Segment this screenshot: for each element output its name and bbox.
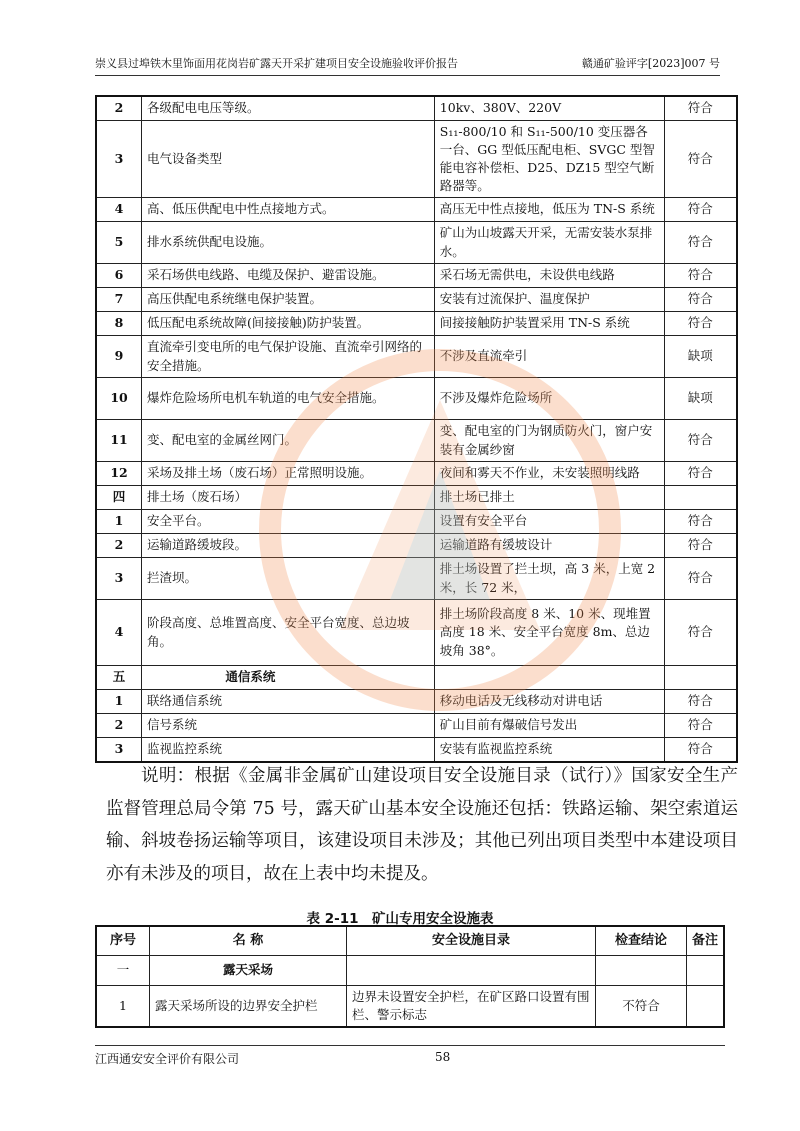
col-header-name: 名 称 [150,926,347,956]
row-description: 矿山目前有爆破信号发出 [434,714,664,738]
row-number: 1 [96,690,142,714]
row-result: 符合 [664,510,737,534]
table-row [96,420,737,462]
row-item: 信号系统 [142,714,435,738]
electrical-safety-table [95,95,738,763]
row-number: 3 [96,120,142,198]
row-result: 符合 [664,714,737,738]
table-row [96,120,737,198]
row-name: 露天采场 [150,956,347,986]
row-description: 排土场已排土 [434,486,664,510]
row-item: 排土场（废石场） [142,486,435,510]
row-item: 联络通信系统 [142,690,435,714]
row-description: 采石场无需供电，未设供电线路 [434,264,664,288]
row-note [687,986,725,1028]
row-number: 2 [96,96,142,120]
row-result: 符合 [664,312,737,336]
table-row [96,510,737,534]
row-number: 五 [96,666,142,690]
row-description: 矿山为山坡露天开采，无需安装水泵排水。 [434,222,664,264]
row-number: 2 [96,534,142,558]
row-note [687,956,725,986]
col-header-no: 序号 [96,926,150,956]
row-result: 符合 [664,420,737,462]
header-title: 崇义县过埠铁木里饰面用花岗岩矿露天开采扩建项目安全设施验收评价报告 [95,57,458,70]
col-header-list: 安全设施目录 [347,926,596,956]
row-number: 12 [96,462,142,486]
row-result: 不符合 [596,986,687,1028]
row-item: 直流牵引变电所的电气保护设施、直流牵引网络的安全措施。 [142,336,435,378]
row-number: 四 [96,486,142,510]
table-row [96,956,724,986]
row-result: 符合 [664,96,737,120]
row-number: 1 [96,986,150,1028]
row-result [664,486,737,510]
mine-special-safety-table [95,925,725,1028]
row-item: 高、低压供配电中性点接地方式。 [142,198,435,222]
table-row [96,690,737,714]
row-number: 4 [96,600,142,666]
footer-company: 江西通安安全评价有限公司 [95,1052,240,1066]
row-description: 10kv、380V、220V [434,96,664,120]
row-result [664,666,737,690]
row-item: 安全平台。 [142,510,435,534]
row-item: 爆炸危险场所电机车轨道的电气安全措施。 [142,378,435,420]
row-item: 电气设备类型 [142,120,435,198]
row-result: 符合 [664,534,737,558]
table-row [96,312,737,336]
table-row [96,738,737,762]
row-name: 露天采场所设的边界安全护栏 [150,986,347,1028]
row-item: 阶段高度、总堆置高度、安全平台宽度、总边坡角。 [142,600,435,666]
row-description: 夜间和雾天不作业，未安装照明线路 [434,462,664,486]
row-item: 变、配电室的金属丝网门。 [142,420,435,462]
row-item: 拦渣坝。 [142,558,435,600]
table-row [96,336,737,378]
table-row [96,534,737,558]
table-row [96,198,737,222]
table-row [96,378,737,420]
table-row [96,714,737,738]
row-number: 2 [96,714,142,738]
row-description: 不涉及直流牵引 [434,336,664,378]
row-result: 符合 [664,558,737,600]
row-result: 缺项 [664,378,737,420]
row-item: 低压配电系统故障(间接接触)防护装置。 [142,312,435,336]
row-result: 符合 [664,600,737,666]
table-row [96,986,724,1028]
row-description: 移动电话及无线移动对讲电话 [434,690,664,714]
row-number: 5 [96,222,142,264]
page-header [95,55,720,76]
row-description: 不涉及爆炸危险场所 [434,378,664,420]
header-doc-number: 赣通矿验评字[2023]007 号 [581,57,720,70]
row-number: 4 [96,198,142,222]
table-2-11-caption: 表 2-11 矿山专用安全设施表 [306,911,494,927]
row-number: 6 [96,264,142,288]
row-result: 符合 [664,222,737,264]
row-description: 安装有监视监控系统 [434,738,664,762]
row-description: 安装有过流保护、温度保护 [434,288,664,312]
row-number: 3 [96,738,142,762]
row-number: 11 [96,420,142,462]
row-description: 高压无中性点接地，低压为 TN-S 系统 [434,198,664,222]
row-result: 符合 [664,288,737,312]
table-row [96,462,737,486]
row-description: 排土场设置了拦土坝，高 3 米，上宽 2 米，长 72 米， [434,558,664,600]
row-number: 7 [96,288,142,312]
table-row [96,96,737,120]
row-description: 间接接触防护装置采用 TN-S 系统 [434,312,664,336]
row-safety-list: 边界未设置安全护栏，在矿区路口设置有围栏、警示标志 [347,986,596,1028]
row-number: 9 [96,336,142,378]
row-description: S₁₁-800/10 和 S₁₁-500/10 变压器各一台、GG 型低压配电柜、SVGC 型智能电容补偿柜、D25、DZ15 型空气断路器等。 [434,120,664,198]
row-description: 运输道路有缓坡设计 [434,534,664,558]
table-row [96,264,737,288]
explanation-paragraph [106,760,738,890]
row-item: 运输道路缓坡段。 [142,534,435,558]
row-result: 符合 [664,120,737,198]
row-number: 10 [96,378,142,420]
row-number: 3 [96,558,142,600]
row-item: 采场及排土场（废石场）正常照明设施。 [142,462,435,486]
page-footer [95,1045,725,1067]
row-result: 符合 [664,738,737,762]
row-description: 变、配电室的门为钢质防火门，窗户安装有金属纱窗 [434,420,664,462]
table-row [96,288,737,312]
table-row [96,600,737,666]
row-result: 符合 [664,198,737,222]
row-item: 监视监控系统 [142,738,435,762]
row-result [596,956,687,986]
table-row [96,222,737,264]
page-number: 58 [435,1050,451,1064]
col-header-result: 检查结论 [596,926,687,956]
row-item: 采石场供电线路、电缆及保护、避雷设施。 [142,264,435,288]
row-number: 一 [96,956,150,986]
explanation-text: 说明：根据《金属非金属矿山建设项目安全设施目录（试行）》国家安全生产监督管理总局令第 75 号，露天矿山基本安全设施还包括：铁路运输、架空索道运输、斜坡卷扬运输等项目，该建设项目未涉及；其他已列出项目类型中本建设项目亦有未涉及的项目，故在上表中均未提及。 [106,766,738,884]
table-row [96,666,737,690]
col-header-note: 备注 [687,926,725,956]
row-description: 设置有安全平台 [434,510,664,534]
row-item: 排水系统供配电设施。 [142,222,435,264]
row-result: 符合 [664,690,737,714]
row-number: 8 [96,312,142,336]
row-result: 符合 [664,264,737,288]
row-description [434,666,664,690]
row-description: 排土场阶段高度 8 米、10 米、现堆置高度 18 米、安全平台宽度 8m、总边坡角 38°。 [434,600,664,666]
table-row [96,486,737,510]
row-item: 通信系统 [142,666,435,690]
row-item: 各级配电电压等级。 [142,96,435,120]
row-number: 1 [96,510,142,534]
table-row [96,558,737,600]
row-safety-list [347,956,596,986]
row-result: 符合 [664,462,737,486]
table-header-row [96,926,724,956]
row-item: 高压供配电系统继电保护装置。 [142,288,435,312]
row-result: 缺项 [664,336,737,378]
